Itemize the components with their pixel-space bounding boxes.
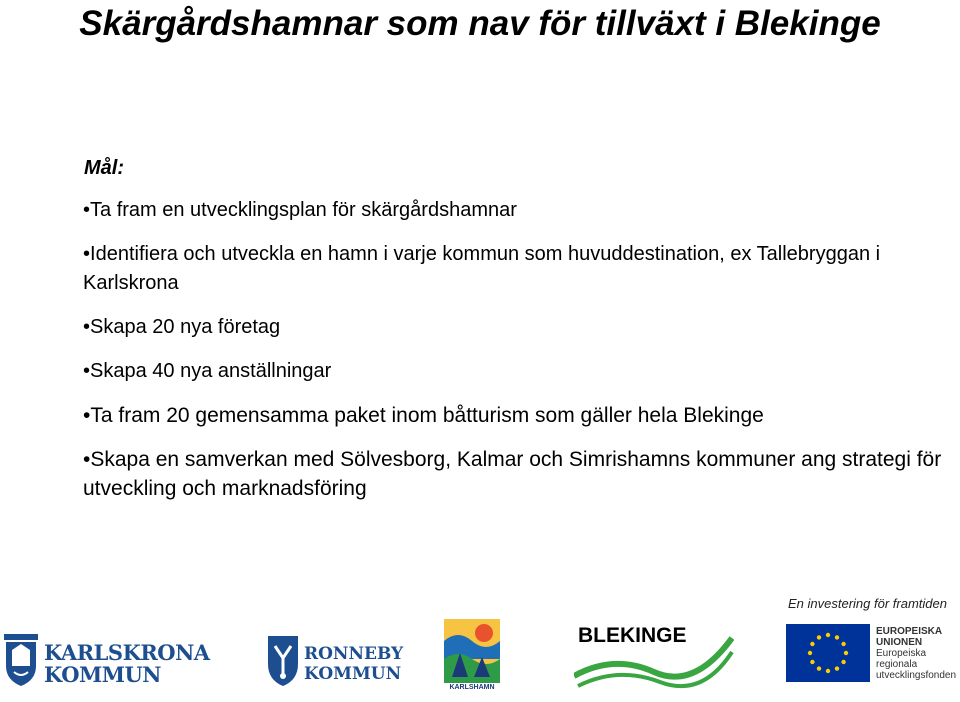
eu-line5: utvecklingsfonden	[876, 670, 957, 681]
ronneby-line2: KOMMUN	[304, 664, 402, 684]
goal-item	[83, 313, 943, 342]
karlskrona-wordmark	[44, 642, 210, 686]
eu-fund-logo	[784, 596, 960, 692]
karlskrona-kommun-logo	[2, 632, 212, 690]
goal-item	[83, 357, 943, 386]
eu-line1: EUROPEISKA	[876, 626, 943, 637]
karlshamn-logo	[444, 619, 500, 695]
ronneby-crest-icon	[266, 632, 300, 688]
eu-stars-icon	[786, 624, 870, 682]
blekinge-wordmark: BLEKINGE	[578, 624, 687, 647]
karlskrona-crest-icon	[2, 632, 40, 688]
goal-item	[83, 240, 943, 298]
goal-item-text: Identifiera och utveckla en hamn i varje kommun som huvuddestination, ex Tallebryggan i Karlskrona	[83, 243, 881, 294]
blekinge-logo	[574, 614, 734, 694]
goal-item-text: Skapa 40 nya anställningar	[90, 360, 332, 382]
eu-line4: regionala	[876, 659, 918, 670]
goal-item-text: Ta fram en utvecklingsplan för skärgårdshamnar	[90, 199, 517, 221]
goal-item	[83, 401, 943, 430]
eu-line3: Europeiska	[876, 648, 927, 659]
goal-item-text: Ta fram 20 gemensamma paket inom båtturism som gäller hela Blekinge	[90, 404, 764, 427]
goal-list	[83, 196, 943, 518]
karlshamn-wordmark: KARLSHAMN	[449, 684, 495, 691]
goal-label: Mål:	[84, 157, 124, 179]
karlskrona-line1: KARLSKRONA	[44, 640, 210, 665]
karlshamn-emblem-icon	[444, 619, 500, 683]
ronneby-kommun-logo	[266, 632, 411, 690]
ronneby-line1: RONNEBY	[304, 644, 404, 664]
eu-tagline: En investering för framtiden	[788, 596, 947, 611]
eu-line2: UNIONEN	[876, 637, 923, 648]
karlskrona-line2: KOMMUN	[44, 662, 161, 687]
eu-wordmark	[876, 626, 956, 681]
slide-title: Skärgårdshamnar som nav för tillväxt i Blekinge	[79, 4, 881, 43]
goal-item	[83, 196, 943, 225]
goal-item-text: Skapa en samverkan med Sölvesborg, Kalmar och Simrishamns kommuner ang strategi för utveckling och marknadsföring	[83, 448, 942, 500]
ronneby-wordmark	[304, 644, 403, 684]
goal-item-text: Skapa 20 nya företag	[90, 316, 281, 338]
eu-flag-icon	[786, 624, 870, 682]
goal-item	[83, 445, 943, 503]
